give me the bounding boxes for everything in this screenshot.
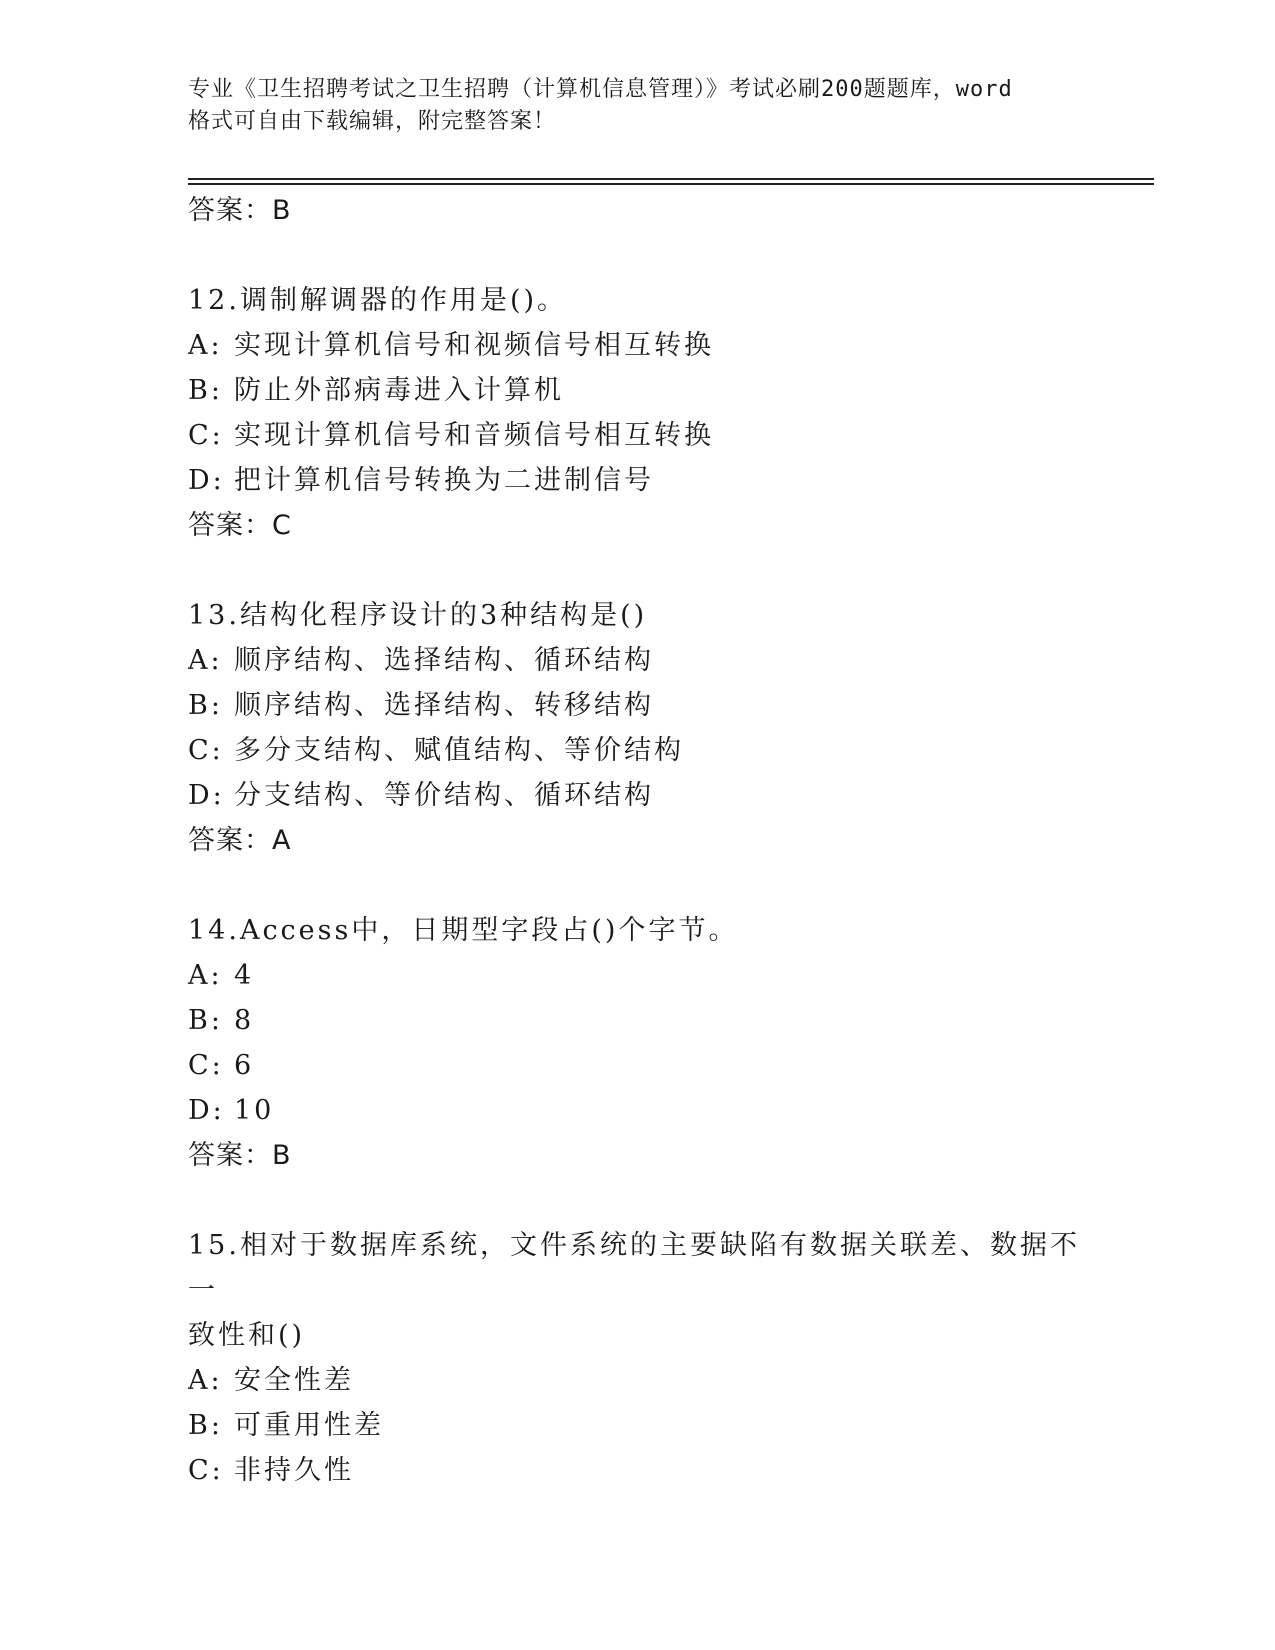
option-label: A: <box>188 330 223 361</box>
question-text-line-1: 15.相对于数据库系统，文件系统的主要缺陷有数据关联差、数据不一 <box>188 1230 1080 1306</box>
header-line-1: 专业《卫生招聘考试之卫生招聘（计算机信息管理）》考试必刷200题题库，word <box>188 77 1013 102</box>
option-d <box>188 458 1088 503</box>
option-label: B: <box>188 1410 223 1441</box>
option-c <box>188 1043 1088 1088</box>
option-label: C: <box>188 420 224 451</box>
option-label: A: <box>188 1365 223 1396</box>
option-b <box>188 683 1088 728</box>
option-text: 多分支结构、赋值结构、等价结构 <box>234 735 684 766</box>
question-15 <box>188 1223 1088 1493</box>
header-line-2: 格式可自由下载编辑，附完整答案！ <box>188 109 557 134</box>
question-14 <box>188 908 1088 1179</box>
option-label: D: <box>188 1095 225 1126</box>
option-label: D: <box>188 780 225 811</box>
option-text: 顺序结构、选择结构、循环结构 <box>234 645 654 676</box>
header-rule-bottom <box>188 183 1154 185</box>
option-label: C: <box>188 1455 224 1486</box>
option-b <box>188 998 1088 1043</box>
document-header <box>188 74 1088 138</box>
option-a <box>188 1358 1088 1403</box>
option-c <box>188 728 1088 773</box>
option-a <box>188 323 1088 368</box>
option-label: B: <box>188 1005 223 1036</box>
option-a <box>188 638 1088 683</box>
option-label: C: <box>188 735 224 766</box>
option-label: A: <box>188 960 223 991</box>
option-text: 实现计算机信号和音频信号相互转换 <box>234 420 714 451</box>
option-text: 6 <box>234 1050 255 1081</box>
option-d <box>188 773 1088 818</box>
answer-line: 答案：C <box>188 510 292 541</box>
option-text: 8 <box>234 1005 255 1036</box>
option-a <box>188 953 1088 998</box>
answer-line: 答案：B <box>188 195 292 226</box>
option-c <box>188 1448 1088 1493</box>
option-text: 安全性差 <box>234 1365 354 1396</box>
option-text: 分支结构、等价结构、循环结构 <box>234 780 654 811</box>
document-content <box>188 188 1088 1493</box>
question-text: 12.调制解调器的作用是()。 <box>188 285 568 316</box>
header-rule-top <box>188 178 1154 180</box>
option-label: D: <box>188 465 225 496</box>
option-text: 4 <box>234 960 255 991</box>
question-text: 13.结构化程序设计的3种结构是() <box>188 600 648 631</box>
option-text: 可重用性差 <box>234 1410 384 1441</box>
option-label: C: <box>188 1050 224 1081</box>
option-d <box>188 1088 1088 1133</box>
question-text: 14.Access中，日期型字段占()个字节。 <box>188 915 739 946</box>
option-b <box>188 1403 1088 1448</box>
option-label: B: <box>188 690 223 721</box>
option-text: 顺序结构、选择结构、转移结构 <box>234 690 654 721</box>
option-label: B: <box>188 375 223 406</box>
question-13 <box>188 593 1088 864</box>
option-text: 把计算机信号转换为二进制信号 <box>234 465 654 496</box>
option-c <box>188 413 1088 458</box>
option-text: 非持久性 <box>234 1455 354 1486</box>
option-text: 10 <box>234 1095 275 1126</box>
answer-line: 答案：B <box>188 1140 292 1171</box>
answer-line: 答案：A <box>188 825 292 856</box>
option-label: A: <box>188 645 223 676</box>
option-text: 实现计算机信号和视频信号相互转换 <box>234 330 714 361</box>
question-text-line-2: 致性和() <box>188 1320 306 1351</box>
option-b <box>188 368 1088 413</box>
question-12 <box>188 278 1088 549</box>
option-text: 防止外部病毒进入计算机 <box>234 375 564 406</box>
